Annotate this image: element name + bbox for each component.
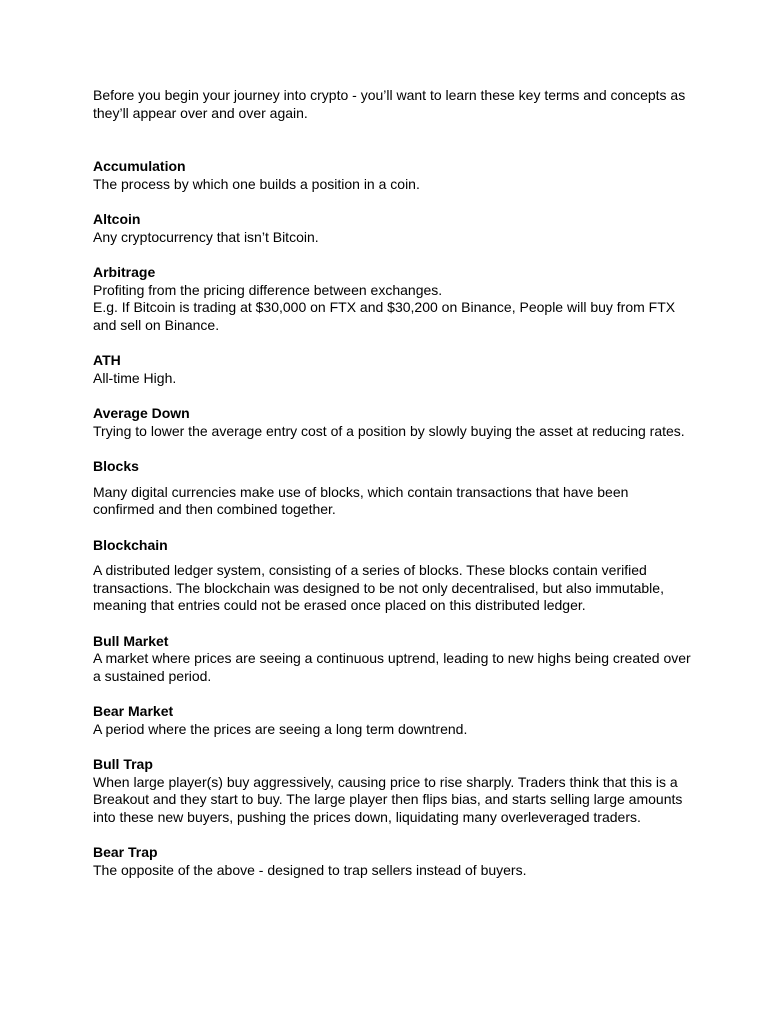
document-page — [93, 87, 693, 897]
term-blockchain — [93, 537, 693, 615]
term-definition: All-time High. — [93, 369, 177, 386]
term-blocks — [93, 458, 693, 519]
term-average-down — [93, 405, 693, 440]
term-title: ATH — [93, 352, 121, 368]
term-definition: Profiting from the pricing difference between exchanges. — [93, 281, 443, 298]
term-title: Accumulation — [93, 158, 186, 174]
term-title: Blockchain — [93, 536, 168, 553]
term-title: Arbitrage — [93, 264, 156, 280]
term-arbitrage — [93, 264, 693, 334]
term-example: E.g. If Bitcoin is trading at $30,000 on FTX and $30,200 on Binance, People will buy from FTX and sell on Binance. — [93, 299, 676, 333]
term-definition: A market where prices are seeing a continuous uptrend, leading to new highs being created over a sustained period. — [93, 650, 691, 684]
term-accumulation — [93, 158, 693, 193]
term-ath — [93, 352, 693, 387]
term-definition: Many digital currencies make use of blocks, which contain transactions that have been confirmed and then combined together. — [93, 483, 629, 517]
term-definition: A distributed ledger system, consisting of a series of blocks. These blocks contain verified transactions. The blockchain was designed to be not only decentralised, but also immutable, meaning that entries could not be erased once placed on this distributed ledger. — [93, 562, 664, 613]
term-title: Bull Trap — [93, 756, 153, 772]
term-definition: When large player(s) buy aggressively, causing price to rise sharply. Traders think that this is a Breakout and they start to buy. The large player then flips bias, and starts selling large amounts into these new buyers, pushing the prices down, liquidating many overleveraged traders. — [93, 773, 683, 825]
term-title: Blocks — [93, 458, 139, 474]
term-bear-market — [93, 703, 693, 738]
term-title: Bear Trap — [93, 844, 158, 860]
term-title: Bear Market — [93, 703, 174, 719]
term-title: Altcoin — [93, 211, 141, 227]
term-definition: Any cryptocurrency that isn’t Bitcoin. — [93, 228, 319, 245]
intro-paragraph: Before you begin your journey into crypto - you’ll want to learn these key terms and concepts as they’ll appear over and over again. — [93, 87, 686, 121]
term-bear-trap — [93, 844, 693, 879]
term-definition: The process by which one builds a position in a coin. — [93, 175, 420, 192]
term-bull-trap — [93, 756, 693, 826]
term-title: Bull Market — [93, 632, 169, 649]
term-definition: Trying to lower the average entry cost of a position by slowly buying the asset at reducing rates. — [93, 422, 685, 439]
term-altcoin — [93, 211, 693, 246]
term-definition: A period where the prices are seeing a long term downtrend. — [93, 720, 468, 737]
term-title: Average Down — [93, 405, 190, 421]
term-definition: The opposite of the above - designed to trap sellers instead of buyers. — [93, 861, 527, 878]
term-bull-market — [93, 633, 693, 686]
